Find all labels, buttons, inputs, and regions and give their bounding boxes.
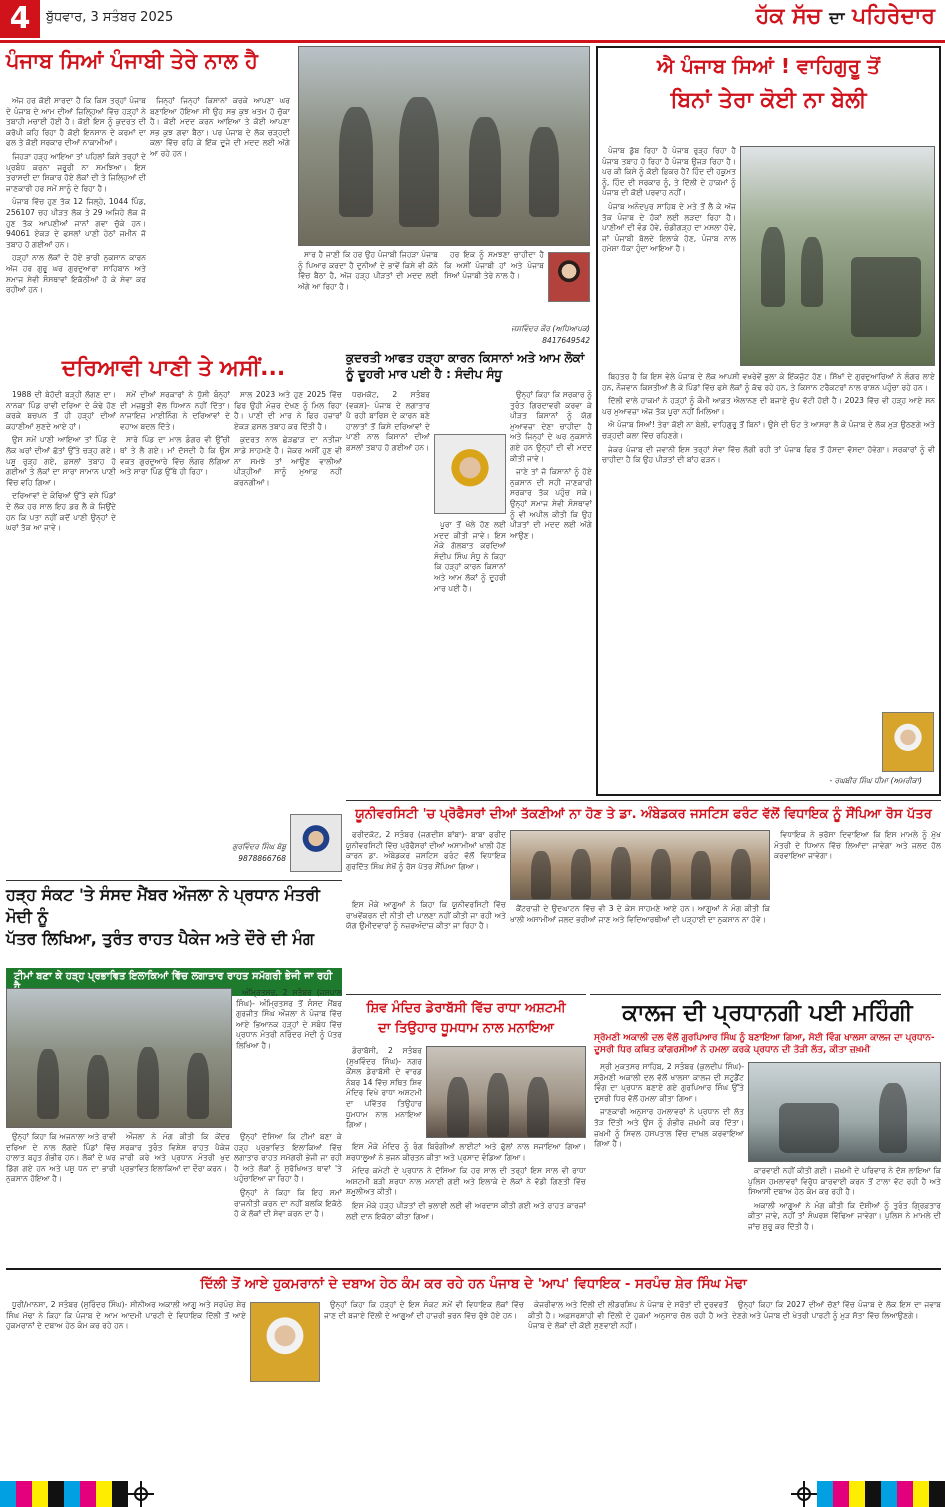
- color-registration-left: [0, 1481, 154, 1507]
- article1-col2: [150, 96, 290, 346]
- article7-temple-photo: [426, 1046, 586, 1138]
- photo-figure: [761, 227, 785, 307]
- article9-para: ਉਨ੍ਹਾਂ ਕਿਹਾ ਕਿ ਹੜ੍ਹਾਂ ਦੇ ਇਸ ਸੰਕਟ ਸਮੇਂ ਵੀ ਵਿਧਾਇਕ ਲੋਕਾਂ ਵਿੱਚ ਜਾਣ ਦੀ ਬਜਾਏ ਦਿੱਲੀ ਦੇ ਆਗੂਆਂ ਦੀ ਹਾਜ਼ਰੀ ਭਰਨ ਵਿੱਚ ਰੁੱਝੇ ਹੋਏ ਹਨ।: [324, 1300, 524, 1320]
- article3-headline: ਦਰਿਆਵੀ ਪਾਣੀ ਤੇ ਅਸੀਂ...: [61, 356, 286, 381]
- photo-figure: [611, 847, 631, 900]
- black-swatch: [112, 1481, 128, 1507]
- article6-col4: [234, 1132, 342, 1262]
- article2-col1: [602, 146, 736, 368]
- article2-para: ਜੇਕਰ ਪੰਜਾਬ ਦੀ ਜਵਾਨੀ ਇਸ ਤਰ੍ਹਾਂ ਸੇਵਾ ਵਿੱਚ ਲੱਗੀ ਰਹੀ ਤਾਂ ਪੰਜਾਬ ਫਿਰ ਤੋਂ ਹੱਸਦਾ ਵੱਸਦਾ ਹੋਵੇਗਾ। ਸਰਕਾਰਾਂ ਨੂੰ ਵੀ ਚਾਹੀਦਾ ਹੈ ਕਿ ਉਹ ਪੀੜਤਾਂ ਦੀ ਬਾਂਹ ਫੜਨ।: [602, 444, 935, 465]
- masthead-title-part3: ਪਹਿਰੇਦਾਰ: [852, 4, 935, 29]
- article1-headline: ਪੰਜਾਬ ਸਿਆਂ ਪੰਜਾਬੀ ਤੇਰੇ ਨਾਲ ਹੈ: [6, 49, 258, 73]
- article8-headline: ਕਾਲਜ ਦੀ ਪ੍ਰਧਾਨਗੀ ਪਈ ਮਹਿੰਗੀ: [622, 1000, 913, 1026]
- article9-para: ਕੇਜਰੀਵਾਲ ਅਤੇ ਦਿੱਲੀ ਦੀ ਲੀਡਰਸ਼ਿਪ ਨੇ ਪੰਜਾਬ ਦੇ ਸਰੋਤਾਂ ਦੀ ਦੁਰਵਰਤੋਂ ਕੀਤੀ ਹੈ। ਅਫ਼ਸਰਸ਼ਾਹੀ ਵੀ ਦਿੱਲੀ ਦੇ ਹੁਕਮਾਂ ਅਨੁਸਾਰ ਚੱਲ ਰਹੀ ਹੈ ਅਤੇ ਪੰਜਾਬ ਦੇ ਲੋਕਾਂ ਦੀ ਕੋਈ ਸੁਣਵਾਈ ਨਹੀਂ।: [528, 1300, 728, 1331]
- section-divider: [346, 800, 941, 801]
- photo-figure: [137, 1047, 159, 1119]
- article4-para: ਉਨ੍ਹਾਂ ਕਿਹਾ ਕਿ ਸਰਕਾਰ ਨੂੰ ਤੁਰੰਤ ਗਿਰਦਾਵਰੀ ਕਰਵਾ ਕੇ ਪੀੜਤ ਕਿਸਾਨਾਂ ਨੂੰ ਯੋਗ ਮੁਆਵਜ਼ਾ ਦੇਣਾ ਚਾਹੀਦਾ ਹੈ ਅਤੇ ਜਿਨ੍ਹਾਂ ਦੇ ਘਰ ਨੁਕਸਾਨੇ ਗਏ ਹਨ ਉਨ੍ਹਾਂ ਦੀ ਵੀ ਮਦਦ ਕੀਤੀ ਜਾਵੇ।: [510, 390, 592, 463]
- article5-para: ਵਿਧਾਇਕ ਨੇ ਭਰੋਸਾ ਦਿਵਾਇਆ ਕਿ ਇਸ ਮਾਮਲੇ ਨੂੰ ਮੁੱਖ ਮੰਤਰੀ ਦੇ ਧਿਆਨ ਵਿੱਚ ਲਿਆਂਦਾ ਜਾਵੇਗਾ ਅਤੇ ਜਲਦ ਹੱਲ ਕਰਵਾਇਆ ਜਾਵੇਗਾ।: [774, 830, 941, 861]
- article1-col1: [6, 96, 146, 346]
- article3-author-photo: [290, 814, 342, 872]
- article2-para: ਐ ਪੰਜਾਬ ਸਿਆਂ! ਤੇਰਾ ਕੋਈ ਨਾ ਬੇਲੀ, ਵਾਹਿਗੁਰੂ ਤੋਂ ਬਿਨਾਂ। ਉਸੇ ਦੀ ਓਟ ਤੇ ਆਸਰਾ ਲੈ ਕੇ ਪੰਜਾਬ ਦੇ ਲੋਕ ਮੁੜ ਉਠਣਗੇ ਅਤੇ ਚੜ੍ਹਦੀ ਕਲਾ ਵਿੱਚ ਰਹਿਣਗੇ।: [602, 420, 935, 440]
- photo-figure: [37, 1049, 59, 1119]
- date-line: ਬੁੱਧਵਾਰ, 3 ਸਤੰਬਰ 2025: [46, 10, 174, 25]
- masthead-title-part1: ਹੱਕ ਸੱਚ: [755, 4, 822, 29]
- article1-para: ਹੜ੍ਹਾਂ ਨਾਲ ਲੋਕਾਂ ਦੇ ਹੋਏ ਭਾਰੀ ਨੁਕਸਾਨ ਕਾਰਨ ਅੱਜ ਹਰ ਗੁਰੂ ਘਰ ਗੁਰਦੁਆਰਾ ਸਾਹਿਬਾਨ ਅਤੇ ਸਮਾਜ ਸੇਵੀ ਸੰਸਥਾਵਾਂ ਇਕੱਠੀਆਂ ਹੋ ਕੇ ਸੇਵਾ ਕਰ ਰਹੀਆਂ ਹਨ।: [6, 253, 146, 295]
- article9-col3: [528, 1300, 728, 1470]
- article5-col1b: [346, 900, 506, 990]
- article4-col3: [510, 390, 592, 860]
- article2-author-photo: [882, 712, 934, 772]
- photo-figure: [879, 1083, 907, 1153]
- article6-para: ਉਨ੍ਹਾਂ ਕਿਹਾ ਕਿ ਅਜਨਾਲਾ ਅਤੇ ਰਾਵੀ ਦਰਿਆ ਦੇ ਨਾਲ ਲੱਗਦੇ ਪਿੰਡਾਂ ਵਿੱਚ ਹਾਲਾਤ ਬਹੁਤ ਗੰਭੀਰ ਹਨ। ਲੋਕਾਂ ਦੇ ਘਰ ਡਿੱਗ ਗਏ ਹਨ ਅਤੇ ਪਸ਼ੂ ਧਨ ਦਾ ਭਾਰੀ ਨੁਕਸਾਨ ਹੋਇਆ ਹੈ।: [6, 1132, 116, 1184]
- section-divider: [6, 1268, 941, 1270]
- magenta-swatch: [80, 1481, 96, 1507]
- article2-relief-photo: [740, 146, 935, 366]
- photo-figure: [527, 1077, 549, 1138]
- article7-col1: [346, 1046, 422, 1138]
- article6-para: ਉਨ੍ਹਾਂ ਨੇ ਕਿਹਾ ਕਿ ਇਹ ਸਮਾਂ ਰਾਜਨੀਤੀ ਕਰਨ ਦਾ ਨਹੀਂ ਬਲਕਿ ਇਕੱਠੇ ਹੋ ਕੇ ਲੋਕਾਂ ਦੀ ਸੇਵਾ ਕਰਨ ਦਾ ਹੈ।: [234, 1187, 342, 1219]
- article9-person-photo: [250, 1302, 320, 1382]
- article3-para: ਕੁਦਰਤ ਨਾਲ ਛੇੜਛਾੜ ਦਾ ਨਤੀਜਾ ਸਾਡੇ ਸਾਹਮਣੇ ਹੈ। ਜੇਕਰ ਅਸੀਂ ਹੁਣ ਵੀ ਨਾ ਸਮਝੇ ਤਾਂ ਆਉਣ ਵਾਲੀਆਂ ਪੀੜ੍ਹੀਆਂ ਸਾਨੂੰ ਮੁਆਫ਼ ਨਹੀਂ ਕਰਨਗੀਆਂ।: [234, 435, 342, 487]
- article2-col2: [602, 372, 935, 712]
- article3-col3: [234, 390, 342, 810]
- crop-mark-icon: [128, 1481, 154, 1507]
- article2-headline-line2: ਬਿਨਾਂ ਤੇਰਾ ਕੋਈ ਨਾ ਬੇਲੀ: [670, 88, 867, 113]
- article5-col2: [510, 904, 770, 990]
- yellow-swatch: [913, 1481, 929, 1507]
- article6-headline-line2: ਪੱਤਰ ਲਿਖਿਆ, ਤੁਰੰਤ ਰਾਹਤ ਪੈਕੇਜ ਅਤੇ ਦੌਰੇ ਦੀ ਮੰਗ: [6, 929, 315, 948]
- yellow-swatch: [849, 1481, 865, 1507]
- article6-headline-line1: ਹੜ੍ਹ ਸੰਕਟ 'ਤੇ ਸੰਸਦ ਮੈਂਬਰ ਔਜਲਾ ਨੇ ਪ੍ਰਧਾਨ ਮੰਤਰੀ ਮੋਦੀ ਨੂੰ: [6, 885, 320, 926]
- yellow-swatch: [32, 1481, 48, 1507]
- article6-banner: ਟੀਮਾਂ ਬਣਾ ਕੇ ਹੜ੍ਹ ਪ੍ਰਭਾਵਿਤ ਇਲਾਕਿਆਂ ਵਿੱਚ ਲਗਾਤਾਰ ਰਾਹਤ ਸਮੱਗਰੀ ਭੇਜੀ ਜਾ ਰਹੀ: [6, 968, 342, 996]
- article3-para: 1988 ਦੀ ਬੇਹੱਦੀ ਬੜ੍ਹੀ ਲੱਗਣ ਦਾ। ਨਾਨਕਾ ਪਿੰਡ ਰਾਵੀ ਦਰਿਆ ਦੇ ਕੰਢੇ ਹੋਣ ਕਰਕੇ ਬਚਪਨ ਤੋਂ ਹੀ ਹੜ੍ਹਾਂ ਦੀਆਂ ਕਹਾਣੀਆਂ ਸੁਣਦੇ ਆਏ ਹਾਂ।: [6, 390, 116, 431]
- article8-col1: [594, 1062, 744, 1262]
- photo-figure: [651, 849, 671, 900]
- article6-col1: [236, 988, 342, 1128]
- masthead-title-part2: ਦਾ: [829, 8, 845, 27]
- article1-col4: [444, 250, 544, 320]
- article2-para: ਬਿਹਤਰ ਹੈ ਕਿ ਇਸ ਵੇਲੇ ਪੰਜਾਬ ਦੇ ਲੋਕ ਆਪਸੀ ਵਖਰੇਵੇਂ ਭੁਲਾ ਕੇ ਇੱਕਜੁੱਟ ਹੋਣ। ਸਿੱਖਾਂ ਦੇ ਗੁਰਦੁਆਰਿਆਂ ਨੇ ਲੰਗਰ ਲਾਏ ਹਨ, ਨੌਜਵਾਨ ਕਿਸ਼ਤੀਆਂ ਲੈ ਕੇ ਪਿੰਡਾਂ ਵਿੱਚ ਫਸੇ ਲੋਕਾਂ ਨੂੰ ਕੱਢ ਰਹੇ ਹਨ, ਤੇ ਕਿਸਾਨ ਟਰੈਕਟਰਾਂ ਨਾਲ ਰਾਸ਼ਨ ਪਹੁੰਚਾ ਰਹੇ ਹਨ।: [602, 372, 935, 392]
- photo-figure: [529, 127, 559, 217]
- article7-col2: [346, 1142, 586, 1262]
- article3-para: ਸਾਰੇ ਪਿੰਡ ਦਾ ਮਾਲ ਡੰਗਰ ਵੀ ਉੱਚੀ ਥਾਂ ਤੇ ਲੈ ਗਏ। ਮਾਂ ਦੱਸਦੀ ਹੈ ਕਿ ਉਸ ਵਕਤ ਗੁਰਦੁਆਰੇ ਵਿੱਚ ਲੰਗਰ ਲੱਗਿਆ ਅਤੇ ਸਾਰਾ ਪਿੰਡ ਉੱਥੇ ਹੀ ਰਿਹਾ।: [120, 435, 230, 477]
- photo-figure: [399, 97, 439, 227]
- color-registration-right: [791, 1481, 945, 1507]
- article4-para: ਧਰਮਕੋਟ, 2 ਸਤੰਬਰ (ਵਕਸ਼)- ਪੰਜਾਬ ਦੇ ਲਗਾਤਾਰ ਪੈ ਰਹੀ ਬਾਰਿਸ਼ ਦੇ ਕਾਰਨ ਬਣੇ ਹਾਲਾਤਾਂ ਤੋਂ ਕਿਸੇ ਦਰਿਆਵਾਂ ਦੇ ਪਾਣੀ ਨਾਲ ਕਿਸਾਨਾਂ ਦੀਆਂ ਫ਼ਸਲਾਂ ਤਬਾਹ ਹੋ ਗਈਆਂ ਹਨ।: [346, 390, 430, 452]
- black-swatch: [865, 1481, 881, 1507]
- article2-para: ਦਿੱਲੀ ਵਾਲੇ ਹਾਕਮਾਂ ਨੇ ਹੜ੍ਹਾਂ ਨੂੰ ਕੌਮੀ ਆਫ਼ਤ ਐਲਾਨਣ ਦੀ ਬਜਾਏ ਚੁੱਪ ਵੱਟੀ ਹੋਈ ਹੈ। 2023 ਵਿੱਚ ਵੀ ਹੜ੍ਹ ਆਏ ਸਨ ਪਰ ਮੁਆਵਜ਼ਾ ਅੱਜ ਤੱਕ ਪੂਰਾ ਨਹੀਂ ਮਿਲਿਆ।: [602, 396, 935, 416]
- article3-author: ਗੁਰਵਿੰਦਰ ਸਿੰਘ ਬੱਬੂ: [232, 842, 286, 851]
- page-number: 4: [0, 0, 40, 38]
- article9-col4: [732, 1300, 941, 1470]
- section-divider: [346, 994, 586, 995]
- article8-para: ਅਕਾਲੀ ਆਗੂਆਂ ਨੇ ਮੰਗ ਕੀਤੀ ਕਿ ਦੋਸ਼ੀਆਂ ਨੂੰ ਤੁਰੰਤ ਗ੍ਰਿਫ਼ਤਾਰ ਕੀਤਾ ਜਾਵੇ, ਨਹੀਂ ਤਾਂ ਸੰਘਰਸ਼ ਵਿੱਢਿਆ ਜਾਵੇਗਾ। ਪੁਲਿਸ ਨੇ ਮਾਮਲੇ ਦੀ ਜਾਂਚ ਸ਼ੁਰੂ ਕਰ ਦਿੱਤੀ ਹੈ।: [748, 1200, 941, 1231]
- article8-para: ਸ੍ਰੀ ਮੁਕਤਸਰ ਸਾਹਿਬ, 2 ਸਤੰਬਰ (ਕੁਲਦੀਪ ਸਿੰਘ)- ਸ੍ਰੋਮਣੀ ਅਕਾਲੀ ਦਲ ਵੱਲੋਂ ਖਾਲਸਾ ਕਾਲਜ ਦੀ ਸਟੂਡੈਂਟ ਵਿੰਗ ਦਾ ਪ੍ਰਧਾਨ ਬਣਾਏ ਗਏ ਗੁਰਪਿਆਰ ਸਿੰਘ ਉੱਤੇ ਦੂਸਰੀ ਧਿਰ ਵੱਲੋਂ ਹਮਲਾ ਕੀਤਾ ਗਿਆ।: [594, 1062, 744, 1103]
- article5-col1: [346, 830, 506, 894]
- article7-headline-line2: ਦਾ ਤਿਉਹਾਰ ਧੂਮਧਾਮ ਨਾਲ ਮਨਾਇਆ: [378, 1021, 554, 1036]
- article3-para: ਸਮੇਂ ਦੀਆਂ ਸਰਕਾਰਾਂ ਨੇ ਧੁੱਸੀ ਬੰਨ੍ਹਾਂ ਦੀ ਮਜ਼ਬੂਤੀ ਵੱਲ ਧਿਆਨ ਨਹੀਂ ਦਿੱਤਾ। ਨਾਜਾਇਜ਼ ਮਾਈਨਿੰਗ ਨੇ ਦਰਿਆਵਾਂ ਦੇ ਵਹਾਅ ਬਦਲ ਦਿੱਤੇ।: [120, 390, 230, 431]
- article3-col2: [120, 390, 230, 810]
- section-divider: [6, 880, 342, 881]
- cyan-swatch: [817, 1481, 833, 1507]
- article4-para: ਪੂਰਾ ਤੋਂ ਖੱਲੇ ਹੋਣ ਲਈ ਮਦਦ ਕੀਤੀ ਜਾਵੇ। ਇਸ ਮੌਕੇ ਗੱਲਬਾਤ ਕਰਦਿਆਂ ਸੰਦੀਪ ਸਿੰਘ ਸੰਧੂ ਨੇ ਕਿਹਾ ਕਿ ਹੜ੍ਹਾਂ ਕਾਰਨ ਕਿਸਾਨਾਂ ਅਤੇ ਆਮ ਲੋਕਾਂ ਨੂੰ ਦੂਹਰੀ ਮਾਰ ਪਈ ਹੈ।: [434, 520, 506, 593]
- article1-para: ਅੱਜ ਹਰ ਕੋਈ ਸਾਰਦਾ ਹੈ ਕਿ ਕਿਸ ਤਰ੍ਹਾਂ ਪੰਜਾਬ ਦੇ ਪੰਜਾਬ ਦੇ ਆਮ ਦੀਆਂ ਜ਼ਿਲ੍ਹਿਆਂ ਵਿੱਚ ਹੜ੍ਹਾਂ ਨੇ ਤਬਾਹੀ ਮਚਾਈ ਹੋਈ ਹੈ। ਕੋਈ ਇਸ ਨੂੰ ਕੁਦਰਤ ਦੀ ਕਰੋਪੀ ਕਹਿ ਰਿਹਾ ਹੈ ਕੋਈ ਇਨਸਾਨ ਦੇ ਕਰਮਾਂ ਦਾ ਫਲ ਤੇ ਕੋਈ ਸਰਕਾਰ ਦੀਆਂ ਨਾਕਾਮੀਆਂ।: [6, 96, 146, 148]
- article8-para: ਕਾਰਵਾਈ ਨਹੀਂ ਕੀਤੀ ਗਈ। ਜ਼ਖ਼ਮੀ ਦੇ ਪਰਿਵਾਰ ਨੇ ਦੋਸ਼ ਲਾਇਆ ਕਿ ਪੁਲਿਸ ਹਮਲਾਵਰਾਂ ਵਿਰੁੱਧ ਕਾਰਵਾਈ ਕਰਨ ਤੋਂ ਟਾਲਾ ਵੱਟ ਰਹੀ ਹੈ ਅਤੇ ਸਿਆਸੀ ਦਬਾਅ ਹੇਠ ਕੰਮ ਕਰ ਰਹੀ ਹੈ।: [748, 1166, 941, 1197]
- article1-col3: [298, 250, 438, 346]
- masthead-rule: [0, 40, 945, 43]
- article1-para: ਜਿਹੜਾ ਹੜ੍ਹ ਆਇਆ ਤਾਂ ਪਹਿਲਾਂ ਕਿਸੇ ਤਰ੍ਹਾਂ ਦੇ ਪ੍ਰਬੰਧ ਕਰਨਾ ਜਰੂਰੀ ਨਾ ਸਮਝਿਆ। ਇਸ ਤਰਾਸਦੀ ਦਾ ਸ਼ਿਕਾਰ ਹੋਏ ਲੋਕਾਂ ਦੀ ਤੇ ਜਿਲ੍ਹਿਆਂ ਦੀ ਜਾਣਕਾਰੀ ਹਰ ਸਮੇਂ ਸਾਨੂੰ ਦੇ ਰਿਹਾ ਹੈ।: [6, 151, 146, 193]
- photo-tractor: [851, 257, 921, 337]
- article1-para: ਸਾਰ ਹੈ ਜਾਣੀ ਕਿ ਹਰ ਉਹ ਪੰਜਾਬੀ ਜਿਹੜਾ ਪੰਜਾਬ ਨੂੰ ਪਿਆਰ ਕਰਦਾ ਹੈ ਦੁਨੀਆਂ ਦੇ ਭਾਵੇਂ ਕਿਸੇ ਵੀ ਕੋਨੇ ਵਿੱਚ ਬੈਠਾ ਹੈ, ਅੱਜ ਹੜ੍ਹ ਪੀੜਤਾਂ ਦੀ ਮਦਦ ਲਈ ਅੱਗੇ ਆ ਰਿਹਾ ਹੈ।: [298, 250, 438, 291]
- article9-headline: ਦਿੱਲੀ ਤੋਂ ਆਏ ਹੁਕਮਰਾਨਾਂ ਦੇ ਦਬਾਅ ਹੇਠ ਕੰਮ ਕਰ ਰਹੇ ਹਨ ਪੰਜਾਬ ਦੇ 'ਆਪ' ਵਿਧਾਇਕ - ਸਰਪੰਚ ਸ਼ੇਰ ਸਿੰਘ ਮੋਢਾ: [200, 1276, 747, 1292]
- article9-para: ਧੂਰੀ/ਮਾਨਸਾ, 2 ਸਤੰਬਰ (ਸੁਰਿੰਦਰ ਸਿੰਘ)- ਸੀਨੀਅਰ ਅਕਾਲੀ ਆਗੂ ਅਤੇ ਸਰਪੰਚ ਸ਼ੇਰ ਸਿੰਘ ਮੋਢਾ ਨੇ ਕਿਹਾ ਕਿ ਪੰਜਾਬ ਦੇ ਆਮ ਆਦਮੀ ਪਾਰਟੀ ਦੇ ਵਿਧਾਇਕ ਦਿੱਲੀ ਤੋਂ ਆਏ ਹੁਕਮਰਾਨਾਂ ਦੇ ਦਬਾਅ ਹੇਠ ਕੰਮ ਕਰ ਰਹੇ ਹਨ।: [6, 1300, 246, 1331]
- article9-col2: [324, 1300, 524, 1470]
- article7-para: ਮੰਦਿਰ ਕਮੇਟੀ ਦੇ ਪ੍ਰਧਾਨ ਨੇ ਦੱਸਿਆ ਕਿ ਹਰ ਸਾਲ ਦੀ ਤਰ੍ਹਾਂ ਇਸ ਸਾਲ ਵੀ ਰਾਧਾ ਅਸ਼ਟਮੀ ਬੜੀ ਸ਼ਰਧਾ ਨਾਲ ਮਨਾਈ ਗਈ ਅਤੇ ਇਲਾਕੇ ਦੇ ਲੋਕਾਂ ਨੇ ਵੱਡੀ ਗਿਣਤੀ ਵਿੱਚ ਸ਼ਮੂਲੀਅਤ ਕੀਤੀ।: [346, 1166, 586, 1197]
- article2-headline-line1: ਐ ਪੰਜਾਬ ਸਿਆਂ ! ਵਾਹਿਗੁਰੂ ਤੋਂ: [657, 54, 880, 78]
- article7-para: ਡੇਰਾਬੱਸੀ, 2 ਸਤੰਬਰ (ਸੁਖਵਿੰਦਰ ਸਿੰਘ)- ਨਗਰ ਕੌਂਸਲ ਡੇਰਾਬੱਸੀ ਦੇ ਵਾਰਡ ਨੰਬਰ 14 ਵਿੱਚ ਸਥਿਤ ਸ਼ਿਵ ਮੰਦਿਰ ਵਿਖੇ ਰਾਧਾ ਅਸ਼ਟਮੀ ਦਾ ਪਵਿੱਤਰ ਤਿਉਹਾਰ ਧੂਮਧਾਮ ਨਾਲ ਮਨਾਇਆ ਗਿਆ।: [346, 1046, 422, 1130]
- article8-col2: [748, 1166, 941, 1262]
- article1-flood-photo: [298, 46, 590, 246]
- article5-para: ਕੈਂਟਰਾਜ਼ੀ ਦੇ ਉਦਘਾਟਨ ਵਿੱਚ ਵੀ 3 ਦੇ ਕੇਸ ਸਾਹਮਣੇ ਆਏ ਹਨ। ਆਗੂਆਂ ਨੇ ਮੰਗ ਕੀਤੀ ਕਿ ਖਾਲੀ ਅਸਾਮੀਆਂ ਜਲਦ ਭਰੀਆਂ ਜਾਣ ਅਤੇ ਵਿਦਿਆਰਥੀਆਂ ਦੀ ਪੜ੍ਹਾਈ ਦਾ ਨੁਕਸਾਨ ਨਾ ਹੋਵੇ।: [510, 904, 770, 924]
- article1-author-phone: 8417649542: [542, 336, 590, 345]
- article2-para: ਪੰਜਾਬ ਅਨੰਦਪੁਰ ਸਾਹਿਬ ਦੇ ਮਤੇ ਤੋਂ ਲੈ ਕੇ ਅੱਜ ਤੱਕ ਪੰਜਾਬ ਦੇ ਹੱਕਾਂ ਲਈ ਲੜਦਾ ਰਿਹਾ ਹੈ। ਪਾਣੀਆਂ ਦੀ ਵੰਡ ਹੋਵੇ, ਚੰਡੀਗੜ੍ਹ ਦਾ ਮਸਲਾ ਹੋਵੇ, ਜਾਂ ਪੰਜਾਬੀ ਬੋਲਦੇ ਇਲਾਕੇ ਹੋਣ, ਪੰਜਾਬ ਨਾਲ ਹਮੇਸ਼ਾ ਧੱਕਾ ਹੁੰਦਾ ਆਇਆ ਹੈ।: [602, 201, 736, 254]
- article5-para: ਇਸ ਮੌਕੇ ਆਗੂਆਂ ਨੇ ਕਿਹਾ ਕਿ ਯੂਨੀਵਰਸਿਟੀ ਵਿੱਚ ਰਾਖਵੇਂਕਰਨ ਦੀ ਨੀਤੀ ਦੀ ਪਾਲਣਾ ਨਹੀਂ ਕੀਤੀ ਜਾ ਰਹੀ ਅਤੇ ਯੋਗ ਉਮੀਦਵਾਰਾਂ ਨੂੰ ਨਜ਼ਰਅੰਦਾਜ਼ ਕੀਤਾ ਜਾ ਰਿਹਾ ਹੈ।: [346, 900, 506, 931]
- photo-figure: [87, 1055, 109, 1119]
- photo-figure: [531, 851, 551, 900]
- photo-figure: [487, 1073, 509, 1138]
- article8-subhead: ਸ੍ਰੋਮਣੀ ਅਕਾਲੀ ਦਲ ਵੱਲੋਂ ਗੁਰਪਿਆਰ ਸਿੰਘ ਨੂੰ ਬਣਾਇਆ ਗਿਆ, ਸੋਈ ਵਿੰਗ ਖਾਲਸਾ ਕਾਲਜ ਦਾ ਪ੍ਰਧਾਨ-ਦੂਸਰੀ ਧਿਰ ਕਥਿਤ ਕਾਂਗਰਸੀਆਂ ਨੇ ਹਮਲਾ ਕਰਕੇ ਪ੍ਰਧਾਨ ਦੀ ਤੋੜੀ ਲੱਤ, ਕੀਤਾ ਜ਼ਖ਼ਮੀ: [594, 1033, 935, 1055]
- article3-para: ਉਸ ਸਮੇਂ ਪਾਣੀ ਆਇਆ ਤਾਂ ਪਿੰਡ ਦੇ ਲੋਕ ਘਰਾਂ ਦੀਆਂ ਛੱਤਾਂ ਉੱਤੇ ਚੜ੍ਹ ਗਏ। ਪਸ਼ੂ ਰੁੜ੍ਹ ਗਏ, ਫ਼ਸਲਾਂ ਤਬਾਹ ਹੋ ਗਈਆਂ ਤੇ ਲੋਕਾਂ ਦਾ ਸਾਰਾ ਸਾਮਾਨ ਪਾਣੀ ਵਿੱਚ ਵਹਿ ਗਿਆ।: [6, 435, 116, 487]
- photo-figure: [801, 237, 823, 307]
- photo-figure: [571, 849, 591, 900]
- photo-figure: [731, 849, 751, 900]
- cyan-swatch: [881, 1481, 897, 1507]
- article1-para: ਪੰਜਾਬ ਵਿੱਚ ਹੁਣ ਤੱਕ 12 ਜਿਲ੍ਹੇ, 1044 ਪਿੰਡ, 256107 ਚਹ ਪੀੜਤ ਲੋਕ ਤੇ 29 ਅਜਿਹੇ ਲੋਕ ਜੋ ਹੁਣ ਤੱਕ ਆਪਣੀਆਂ ਜਾਨਾਂ ਗਵਾ ਚੁੱਕੇ ਹਨ। 94061 ਏਕੜ ਦੇ ਫਸਲਾਂ ਪਾਣੀ ਹੇਠਾਂ ਜਮੀਨ ਜੋ ਤਬਾਹ ਹੋ ਗਈਆਂ ਹਨ।: [6, 197, 146, 249]
- article6-flood-photo: [6, 988, 232, 1128]
- article4-headline: ਕੁਦਰਤੀ ਆਫਤ ਹੜ੍ਹਾ ਕਾਰਨ ਕਿਸਾਨਾਂ ਅਤੇ ਆਮ ਲੋਕਾਂ ਨੂੰ ਦੂਹਰੀ ਮਾਰ ਪਈ ਹੈ : ਸੰਦੀਪ ਸੰਧੂ: [346, 351, 585, 381]
- article5-group-photo: [510, 830, 770, 900]
- article3-col1: [6, 390, 116, 810]
- article2-author: - ਰਘਬੀਰ ਸਿੰਘ ਧੀਮਾ (ਅਮਰੀਕਾ): [829, 776, 922, 785]
- article4-para: ਜਾਣੇ ਤਾਂ ਜੋ ਕਿਸਾਨਾਂ ਨੂੰ ਹੋਏ ਨੁਕਸਾਨ ਦੀ ਸਹੀ ਜਾਣਕਾਰੀ ਸਰਕਾਰ ਤੱਕ ਪਹੁੰਚ ਸਕੇ। ਉਨ੍ਹਾਂ ਸਮਾਜ ਸੇਵੀ ਸੰਸਥਾਵਾਂ ਨੂੰ ਵੀ ਅਪੀਲ ਕੀਤੀ ਕਿ ਉਹ ਪੀੜਤਾਂ ਦੀ ਮਦਦ ਲਈ ਅੱਗੇ ਆਉਣ।: [510, 467, 592, 540]
- article9-col1: [6, 1300, 246, 1470]
- article5-col3: [774, 830, 941, 990]
- masthead-title: [756, 4, 935, 29]
- cyan-swatch: [64, 1481, 80, 1507]
- article7-headline-line1: ਸ਼ਿਵ ਮੰਦਿਰ ਡੇਰਾਬੱਸੀ ਵਿੱਚ ਰਾਧਾ ਅਸ਼ਟਮੀ: [366, 1001, 566, 1016]
- article4-col1: [346, 390, 430, 860]
- black-swatch: [929, 1481, 945, 1507]
- cyan-swatch: [0, 1481, 16, 1507]
- article1-para: ਹਰ ਇਕ ਨੂੰ ਸਮਝਣਾ ਚਾਹੀਦਾ ਹੈ ਕਿ ਅਸੀਂ ਪੰਜਾਬੀ ਹਾਂ ਅਤੇ ਪੰਜਾਬ ਸਿਆਂ ਪੰਜਾਬੀ ਤੇਰੇ ਨਾਲ ਹੈ।: [444, 250, 544, 281]
- article8-hospital-photo: [748, 1062, 941, 1162]
- article6-para: ਉਨ੍ਹਾਂ ਦੱਸਿਆ ਕਿ ਟੀਮਾਂ ਬਣਾ ਕੇ ਹੜ੍ਹ ਪ੍ਰਭਾਵਿਤ ਇਲਾਕਿਆਂ ਵਿੱਚ ਲਗਾਤਾਰ ਰਾਹਤ ਸਮੱਗਰੀ ਭੇਜੀ ਜਾ ਰਹੀ ਹੈ ਅਤੇ ਲੋਕਾਂ ਨੂੰ ਸੁਰੱਖਿਅਤ ਥਾਵਾਂ 'ਤੇ ਪਹੁੰਚਾਇਆ ਜਾ ਰਿਹਾ ਹੈ।: [234, 1132, 342, 1184]
- article1-author-photo: [548, 252, 590, 302]
- yellow-swatch: [96, 1481, 112, 1507]
- crop-mark-icon: [791, 1481, 817, 1507]
- article1-para: ਜਿਨ੍ਹਾਂ ਜਿਨ੍ਹਾਂ ਕਿਸਾਨਾਂ ਕਰਕੇ ਆਪਣਾ ਘਰ ਬਣਾਇਆ ਹੋਇਆ ਸੀ ਉਹ ਸਭ ਕੁਝ ਖਤਮ ਹੋ ਚੁੱਕਾ ਹੈ। ਕੋਈ ਮਦਦ ਕਰਨ ਆਇਆ ਤੇ ਕੋਈ ਆਪਣਾ ਸਭ ਕੁਝ ਗਵਾ ਬੈਠਾ। ਪਰ ਪੰਜਾਬ ਦੇ ਲੋਕ ਚੜ੍ਹਦੀ ਕਲਾ ਵਿੱਚ ਰਹਿ ਕੇ ਇੱਕ ਦੂਜੇ ਦੀ ਮਦਦ ਲਈ ਅੱਗੇ ਆ ਰਹੇ ਹਨ।: [150, 96, 290, 158]
- magenta-swatch: [897, 1481, 913, 1507]
- article5-para: ਫਰੀਦਕੋਟ, 2 ਸਤੰਬਰ (ਜਗਦੀਸ਼ ਬਾਂਬਾ)- ਬਾਬਾ ਫਰੀਦ ਯੂਨੀਵਰਸਿਟੀ ਵਿੱਚ ਪ੍ਰੋਫੈਸਰਾਂ ਦੀਆਂ ਅਸਾਮੀਆਂ ਖਾਲੀ ਹੋਣ ਕਾਰਨ ਡਾ. ਅੰਬੇਡਕਰ ਜਸਟਿਸ ਫਰੰਟ ਵੱਲੋਂ ਵਿਧਾਇਕ ਗੁਰਦਿੱਤ ਸਿੰਘ ਸੇਖੋਂ ਨੂੰ ਰੋਸ ਪੱਤਰ ਸੌਂਪਿਆ ਗਿਆ।: [346, 830, 506, 871]
- article1-author: ਜਸਵਿੰਦਰ ਕੌਰ (ਅਧਿਆਪਕ): [511, 324, 590, 333]
- photo-figure: [447, 1077, 469, 1138]
- article8-para: ਜਾਣਕਾਰੀ ਅਨੁਸਾਰ ਹਮਲਾਵਰਾਂ ਨੇ ਪ੍ਰਧਾਨ ਦੀ ਲੱਤ ਤੋੜ ਦਿੱਤੀ ਅਤੇ ਉਸ ਨੂੰ ਗੰਭੀਰ ਜ਼ਖ਼ਮੀ ਕਰ ਦਿੱਤਾ। ਜ਼ਖ਼ਮੀ ਨੂੰ ਸਿਵਲ ਹਸਪਤਾਲ ਵਿੱਚ ਦਾਖ਼ਲ ਕਰਵਾਇਆ ਗਿਆ ਹੈ।: [594, 1107, 744, 1149]
- photo-patient: [779, 1103, 839, 1153]
- article4-person-photo: [434, 434, 506, 514]
- photo-figure: [339, 107, 373, 217]
- article5-headline: ਯੂਨੀਵਰਸਿਟੀ 'ਚ ਪ੍ਰੋਫੈਸਰਾਂ ਦੀਆਂ ਤੱਕਣੀਆਂ ਨਾ ਹੋਣ ਤੇ ਡਾ. ਅੰਬੇਡਕਰ ਜਸਟਿਸ ਫਰੰਟ ਵੱਲੋਂ ਵਿਧਾਇਕ ਨੂੰ ਸੌਂਪਿਆ ਰੋਸ ਪੱਤਰ: [355, 807, 932, 822]
- article3-para: ਸਾਲ 2023 ਅਤੇ ਹੁਣ 2025 ਵਿੱਚ ਫਿਰ ਉਹੀ ਮੰਜ਼ਰ ਦੇਖਣ ਨੂੰ ਮਿਲ ਰਿਹਾ ਹੈ। ਪਾਣੀ ਦੀ ਮਾਰ ਨੇ ਫਿਰ ਹਜ਼ਾਰਾਂ ਏਕੜ ਫ਼ਸਲ ਤਬਾਹ ਕਰ ਦਿੱਤੀ ਹੈ।: [234, 390, 342, 431]
- article6-col2: [6, 1132, 116, 1262]
- photo-figure: [469, 117, 501, 217]
- article6-col3: [120, 1132, 230, 1262]
- photo-figure: [187, 1053, 209, 1119]
- article3-para: ਦਰਿਆਵਾਂ ਦੇ ਕੰਢਿਆਂ ਉੱਤੇ ਵਸੇ ਪਿੰਡਾਂ ਦੇ ਲੋਕ ਹਰ ਸਾਲ ਇਹ ਡਰ ਲੈ ਕੇ ਜਿਉਂਦੇ ਹਨ ਕਿ ਪਤਾ ਨਹੀਂ ਕਦੋਂ ਪਾਣੀ ਉਨ੍ਹਾਂ ਦੇ ਘਰਾਂ ਤੱਕ ਆ ਜਾਵੇ।: [6, 491, 116, 533]
- article7-para: ਇਸ ਮੌਕੇ ਮੰਦਿਰ ਨੂੰ ਰੰਗ ਬਿਰੰਗੀਆਂ ਲਾਈਟਾਂ ਅਤੇ ਫੁੱਲਾਂ ਨਾਲ ਸਜਾਇਆ ਗਿਆ। ਸ਼ਰਧਾਲੂਆਂ ਨੇ ਭਜਨ ਕੀਰਤਨ ਕੀਤਾ ਅਤੇ ਪ੍ਰਸਾਦ ਵੰਡਿਆ ਗਿਆ।: [346, 1142, 586, 1162]
- article9-para: ਉਨ੍ਹਾਂ ਕਿਹਾ ਕਿ 2027 ਦੀਆਂ ਚੋਣਾਂ ਵਿੱਚ ਪੰਜਾਬ ਦੇ ਲੋਕ ਇਸ ਦਾ ਜਵਾਬ ਦੇਣਗੇ ਅਤੇ ਪੰਜਾਬ ਦੀ ਖੇਤਰੀ ਪਾਰਟੀ ਨੂੰ ਮੁੜ ਸੱਤਾ ਵਿੱਚ ਲਿਆਉਣਗੇ।: [732, 1300, 941, 1320]
- photo-figure: [691, 851, 711, 900]
- magenta-swatch: [833, 1481, 849, 1507]
- article6-para: ਅੰਮ੍ਰਿਤਸਰ, 2 ਸਤੰਬਰ (ਜਸਪਾਲ ਸਿੰਘ)- ਅੰਮ੍ਰਿਤਸਰ ਤੋਂ ਸੰਸਦ ਮੈਂਬਰ ਗੁਰਜੀਤ ਸਿੰਘ ਔਜਲਾ ਨੇ ਪੰਜਾਬ ਵਿੱਚ ਆਏ ਭਿਆਨਕ ਹੜ੍ਹਾਂ ਦੇ ਸਬੰਧ ਵਿੱਚ ਪ੍ਰਧਾਨ ਮੰਤਰੀ ਨਰਿੰਦਰ ਮੋਦੀ ਨੂੰ ਪੱਤਰ ਲਿਖਿਆ ਹੈ।: [236, 988, 342, 1050]
- article6-para: ਔਜਲਾ ਨੇ ਮੰਗ ਕੀਤੀ ਕਿ ਕੇਂਦਰ ਸਰਕਾਰ ਤੁਰੰਤ ਵਿਸ਼ੇਸ਼ ਰਾਹਤ ਪੈਕੇਜ ਜਾਰੀ ਕਰੇ ਅਤੇ ਪ੍ਰਧਾਨ ਮੰਤਰੀ ਖੁਦ ਪ੍ਰਭਾਵਿਤ ਇਲਾਕਿਆਂ ਦਾ ਦੌਰਾ ਕਰਨ।: [120, 1132, 230, 1173]
- article3-author-phone: 9878866768: [238, 854, 286, 863]
- article2-para: ਪੰਜਾਬ ਡੁੱਬ ਰਿਹਾ ਹੈ ਪੰਜਾਬ ਰੁੜ੍ਹ ਰਿਹਾ ਹੈ ਪੰਜਾਬ ਤਬਾਹ ਹੋ ਰਿਹਾ ਹੈ ਪੰਜਾਬ ਉਜੜ ਰਿਹਾ ਹੈ। ਪਰ ਕੀ ਕਿਸੇ ਨੂੰ ਕੋਈ ਫ਼ਿਕਰ ਹੈ? ਹਿੰਦ ਦੀ ਹਕੂਮਤ ਨੂੰ, ਹਿੰਦ ਦੀ ਸਰਕਾਰ ਨੂੰ, ਤੇ ਦਿੱਲੀ ਦੇ ਹਾਕਮਾਂ ਨੂੰ ਪੰਜਾਬ ਦੀ ਕੋਈ ਪਰਵਾਹ ਨਹੀਂ।: [602, 146, 736, 198]
- black-swatch: [48, 1481, 64, 1507]
- magenta-swatch: [16, 1481, 32, 1507]
- section-divider: [590, 994, 941, 995]
- article7-para: ਇਸ ਮੌਕੇ ਹੜ੍ਹ ਪੀੜਤਾਂ ਦੀ ਭਲਾਈ ਲਈ ਵੀ ਅਰਦਾਸ ਕੀਤੀ ਗਈ ਅਤੇ ਰਾਹਤ ਕਾਰਜਾਂ ਲਈ ਦਾਨ ਇਕੱਠਾ ਕੀਤਾ ਗਿਆ।: [346, 1200, 586, 1221]
